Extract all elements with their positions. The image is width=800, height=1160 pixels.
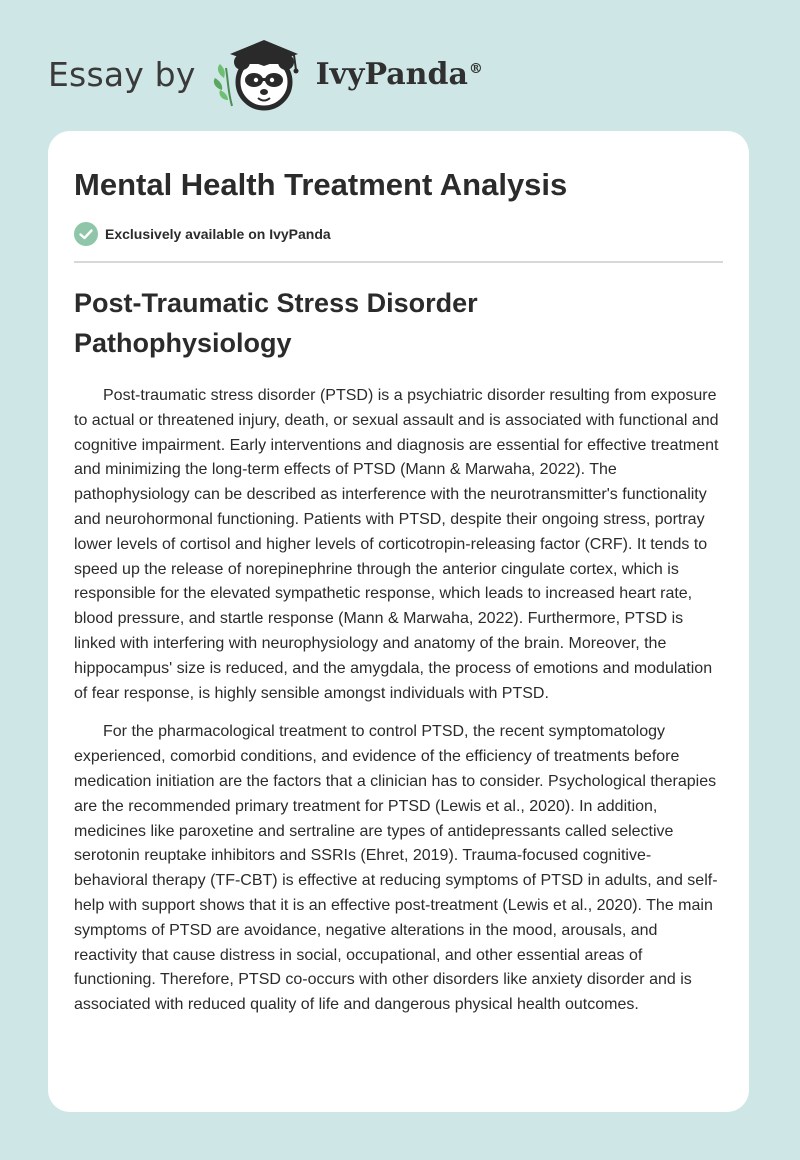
- section-heading: Post-Traumatic Stress Disorder Pathophysiology: [74, 288, 478, 358]
- essay-title: Mental Health Treatment Analysis: [74, 167, 568, 202]
- checkmark-circle-icon: [74, 222, 98, 246]
- title-divider: [74, 261, 723, 263]
- essay-body: [74, 384, 724, 1032]
- paragraph-1: Post-traumatic stress disorder (PTSD) is a psychiatric disorder resulting from exposure to actual or threatened injury, death, or sexual assault and is associated with functional and cognitive impairment. Early interventions and diagnosis are essential for effective treatment and minimizing the long-term effects of PTSD (Mann & Marwaha, 2022). The pathophysiology can be described as interference with the neurotransmitter's functionality and neurohormonal functioning. Patients with PTSD, despite their ongoing stress, portray lower levels of cortisol and higher levels of corticotropin-releasing factor (CRF). It tends to speed up the release of norepinephrine through the anterior cingulate cortex, which is responsible for the elevated sympathetic response, which leads to increased heart rate, blood pressure, and startle response (Mann & Marwaha, 2022). Furthermore, PTSD is linked with interfering with neurophysiology and anatomy of the brain. Moreover, the hippocampus' size is reduced, and the amygdala, the process of emotions and modulation of fear response, is highly sensible amongst individuals with PTSD.: [74, 387, 719, 702]
- essay-card: [48, 131, 749, 1112]
- brand-name: [316, 57, 483, 92]
- exclusive-badge-label: Exclusively available on IvyPanda: [105, 226, 331, 242]
- registered-mark: ®: [468, 60, 483, 77]
- brand-prefix: Essay by: [48, 54, 196, 94]
- brand-logo-link[interactable]: [48, 34, 483, 114]
- brand-name-text: IvyPanda: [315, 56, 468, 92]
- exclusive-badge: [74, 222, 331, 246]
- paragraph-2: For the pharmacological treatment to control PTSD, the recent symptomatology experienced, comorbid conditions, and evidence of the efficiency of treatments before medication initiation are the factors that a clinician has to consider. Psychological therapies are the recommended primary treatment for PTSD (Lewis et al., 2020). In addition, medicines like paroxetine and sertraline are types of antidepressants called selective serotonin reuptake inhibitors and SSRIs (Ehret, 2019). Trauma-focused cognitive-behavioral therapy (TF-CBT) is effective at reducing symptoms of PTSD in adults, and self-help with support shows that it is an effective post-treatment (Lewis et al., 2020). The main symptoms of PTSD are avoidance, negative alterations in the mood, arousals, and reactivity that cause distress in social, occupational, and other essential areas of functioning. Therefore, PTSD co-occurs with other disorders like anxiety disorder and is associated with reduced quality of life and dangerous physical health outcomes.: [74, 723, 718, 1014]
- panda-graduate-icon: [210, 34, 310, 114]
